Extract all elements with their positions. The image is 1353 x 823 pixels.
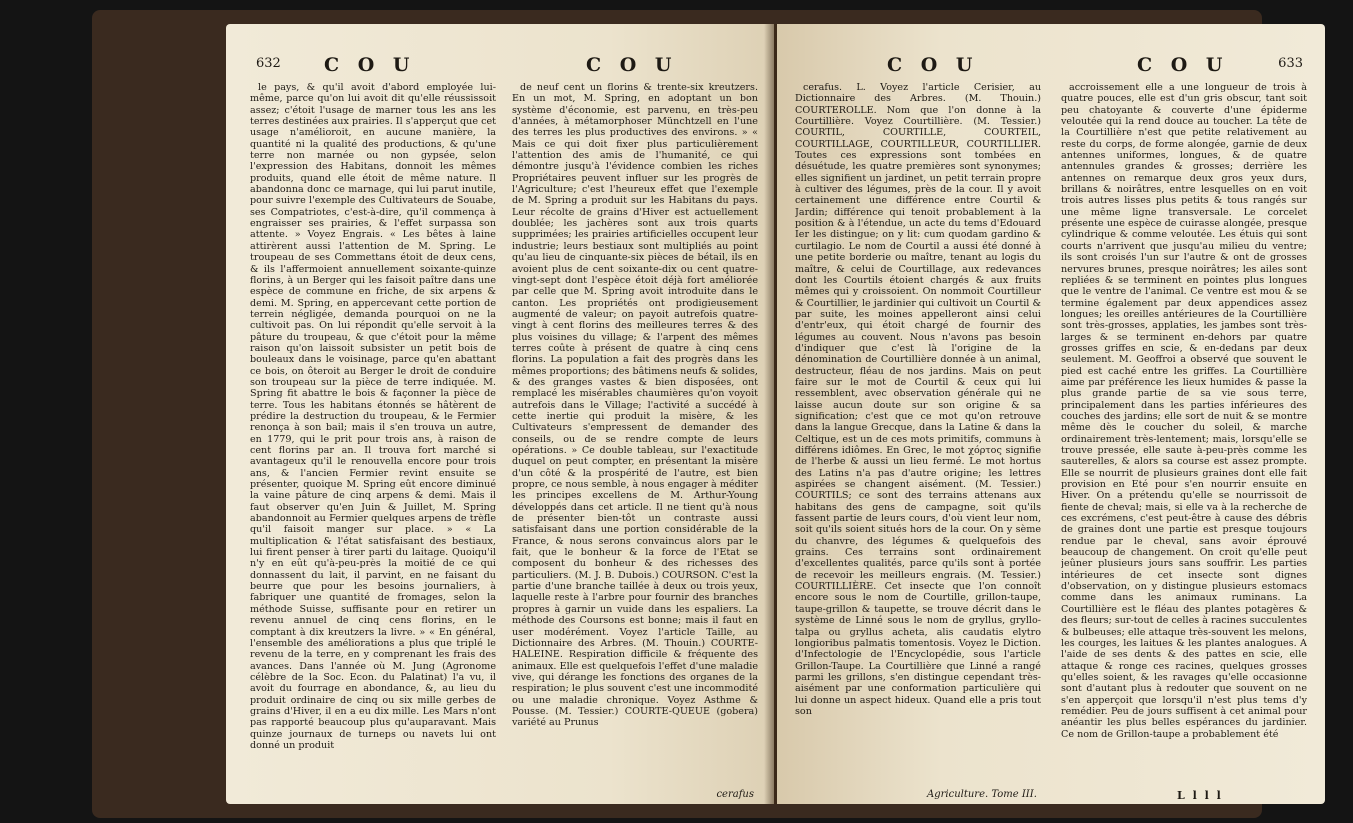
right-column-2: accroissement elle a une longueur de trois à quatre pouces, elle est d'un gris obscur, tant soit peu chatoyante & couverte d'une épiderme veloutée qui la rend douce au toucher. La tête de la Courtillière n'est que petite relativement au reste du corps, de forme alongée, garnie de deux antennes uniformes, longues, & de quatre antennules grandes & grosses; derrière les antennes on remarque deux gros yeux durs, brillans & noirâtres, entre lesquelles on en voit trois autres lisses plus petits & tous rangés sur une même ligne transversale. Le corcelet présente une espèce de cuirasse alongée, presque cylindrique & comme veloutée. Les étuis qui sont courts n'arrivent que jusqu'au milieu du ventre; ils sont croisés l'un sur l'autre & ont de grosses nervures brunes, presque noirâtres; les ailes sont repliées & se terminent en pointes plus longues que le ventre de l'animal. Ce ventre est mou & se termine également par deux appendices assez longues; les oreilles antérieures de la Courtillière sont très-grosses, applaties, les jambes sont très-larges & se terminent en-dehors par quatre grosses griffes en scie, & en-dedans par deux seulement. M. Geoffroi a observé que souvent le pied est caché entre les griffes. La Courtillière aime par préférence les lieux humides & passe la plus grande partie de sa vie sous terre, principalement dans les parties inférieures des couches des jardins; elle sort de nuit & se montre même dès le coucher du soleil, & marche ordinairement très-lentement; mais, lorsqu'elle se trouve pressée, elle saute à-peu-près comme les sauterelles, & alors sa course est assez prompte. Elle se nourrit de plusieurs graines dont elle fait provision en Eté pour s'en nourrir ensuite en Hiver. On a prétendu qu'elle se nourrissoit de fiente de cheval; mais, si elle va à la recherche de ces excrémens, c'est peut-être à cause des débris de graines dont une partie est presque toujours rendue par le cheval, sans avoir éprouvé beaucoup de changement. On croit qu'elle peut jeûner plusieurs jours sans souffrir. Les parties intérieures de cet insecte sont dignes d'observation, on y distingue plusieurs estomacs comme dans les animaux ruminans. La Courtillière est le fléau des plantes potagères & des fleurs; sur-tout de celles à racines succulentes & bulbeuses; elle attaque très-souvent les melons, les courges, les laitues & les plantes analogues. A l'aide de ses dents & des pattes en scie, elle attaque & ronge ces racines, quelques grosses qu'elles soient, & les ravages qu'elle occasionne sont d'autant plus à redouter que souvent on ne s'en apperçoit que lorsqu'il n'est plus tems d'y remédier. Peu de jours suffisent à cet animal pour anéantir les plus belles espérances du jardinier. Ce nom de Grillon-taupe a probablement été [1061, 82, 1307, 740]
right-page [777, 24, 1325, 804]
left-running-head [226, 54, 774, 78]
left-head-col1: C O U [324, 54, 416, 76]
left-page-number: 632 [256, 56, 281, 71]
right-signature: L l l l [1177, 789, 1223, 802]
right-column-1: cerafus. L. Voyez l'article Cerisier, au Dictionnaire des Arbres. (M. Thouin.) COURTEROLLE. Nom que l'on donne à la Courtillière. Voyez Courtillière. (M. Tessier.) COURTIL, COURTILLE, COURTEIL, COURTILLAGE, COURTILLEUR, COURTILLIER. Toutes ces expressions sont tombées en désuétude, les quatre premières sont synonymes; elles signifient un jardinet, un petit terrain propre à cultiver des légumes, près de la cour. Il y avoit certainement une différence entre Courtil & Jardin; différence qui tenoit probablement à la position & à l'étendue, un acte du tems d'Edouard Ier les distingue; on y lit: cum quodam gardino & curtilagio. Le nom de Courtil a aussi été donné à une petite borderie ou maître, tenant au logis du maître, & celui de Courtillage, aux redevances dont les Courtils étoient chargés & aux fruits mêmes qui y croissoient. On nommoit Courtilleur & Courtillier, le jardinier qui cultivoit un Courtil & par suite, les moines appelleront ainsi celui d'entr'eux, qui étoit chargé de fournir des légumes au couvent. Nous n'avons pas besoin d'indiquer que c'est là l'origine de la dénomination de Courtillière donnée à un animal, destructeur, fléau de nos jardins. Mais on peut faire sur le mot de Courtil & ceux qui lui ressemblent, avec observation générale qui ne laisse aucun doute sur son origine & sa signification; c'est que ce mot qu'on retrouve dans la langue Grecque, dans la Latine & dans la Celtique, est un de ces mots primitifs, communs à différens idiômes. En Grec, le mot χόρτος signifie de l'herbe & aussi un lieu fermé. Le mot hortus des Latins n'a pas d'autre origine; les lettres aspirées se changent aisément. (M. Tessier.) COURTILS; ce sont des terrains attenans aux habitans des gens de campagne, soit qu'ils fassent partie de leurs cours, d'où vient leur nom, soit qu'ils soient situés hors de la cour. On y sème du chanvre, des légumes & quelquefois des grains. Ces terrains sont ordinairement d'excellentes qualités, parce qu'ils sont à portée de recevoir les meilleurs engrais. (M. Tessier.) COURTILLIÈRE. Cet insecte que l'on connoît encore sous le nom de Courtille, grillon-taupe, taupe-grillon & taupette, se trouve décrit dans le système de Linné sous le nom de gryllus, gryllo-talpa ou gryllus acheta, alis caudatis elytro longioribus palmatis tomentosis. Voyez le Diction. d'Infectologie de l'Encyclopédie, sous l'article Grillon-Taupe. La Courtillière que Linné a rangé parmi les grillons, s'en distingue cependant très-aisément par une conformation particulière qui lui donne un aspect hideux. Quand elle a pris tout son [795, 82, 1041, 717]
left-page [226, 24, 774, 804]
book [92, 10, 1307, 818]
left-column-1: le pays, & qu'il avoit d'abord employée lui-même, parce qu'on lui avoit dit qu'elle réussissoit assez; c'étoit l'usage de marner tous les ans les terres destinées aux prairies. Il s'apperçut que cet usage n'amélioroit, en aucune manière, la quantité ni la qualité des productions, & qu'une terre non marnée ou non gypsée, selon l'expression des Habitans, donnoit les mêmes produits, quand elle étoit de même nature. Il abandonna donc ce marnage, qui lui parut inutile, pour suivre l'exemple des Cultivateurs de Souabe, ses Compatriotes, c'est-à-dire, qu'il commença à engraisser ses prairies, & l'effet surpassa son attente. » Voyez Engrais. « Les bêtes à laine attirèrent aussi l'attention de M. Spring. Le troupeau de ses Commettans étoit de deux cens, & ils l'affermoient annuellement soixante-quinze florins, à un Berger qui les faisoit paître dans une espèce de commune en friche, de six arpens & demi. M. Spring, en appercevant cette portion de terrein négligée, demanda pourquoi on ne la cultivoit pas. On lui répondit qu'elle servoit à la pâture du troupeau, & que c'étoit pour la même raison qu'on laissoit subsister un petit bois de bouleaux dans le voisinage, parce qu'en abattant ce bois, on ôteroit au Berger le droit de conduire son troupeau sur la pièce de terre indiquée. M. Spring fit abattre le bois & façonner la pièce de terre. Tous les habitans étonnés se hâtèrent de prédire la destruction du troupeau, & le Fermier renonça à son bail; mais il s'en trouva un autre, en 1779, qui le prit pour trois ans, à raison de cent florins par an. Il trouva fort marché si avantageux qu'il le renouvella encore pour trois ans, & l'ancien Fermier revint ensuite se présenter, quoique M. Spring eût encore diminué la vaine pâture de cinq arpens & demi. Mais il faut observer qu'en Juin & Juillet, M. Spring abandonnoit au Fermier quelques arpens de trèfle qu'il faisoit manger sur place. » « La multiplication & l'état satisfaisant des bestiaux, lui firent penser à tirer parti du laitage. Quoiqu'il n'y en eût qu'à-peu-près la moitié de ce qui donnassent du lait, il parvint, en ne faisant du beurre que pour les besoins journaliers, à fabriquer une quantité de fromages, selon la méthode Suisse, suffisante pour en retirer un revenu annuel de cinq cens florins, en le comptant à dix kreutzers la livre. » « En général, l'ensemble des améliorations a plus que triplé le revenu de la terre, en y comprenant les frais des avances. Dans l'année où M. Jung (Agronome célèbre de la Soc. Econ. du Palatinat) l'a vu, il avoit du fourrage en abondance, &, au lieu du produit ordinaire de cinq ou six mille gerbes de grains d'Hiver, il en a eu dix mille. Les Mars n'ont pas rapporté beaucoup plus qu'auparavant. Mais quinze journaux de turneps ou navets lui ont donné un produit [250, 82, 496, 751]
right-head-col2: C O U [1137, 54, 1229, 76]
left-catchword: cerafus [716, 789, 754, 800]
right-head-col1: C O U [887, 54, 979, 76]
right-footer: Agriculture. Tome III. [927, 789, 1037, 800]
right-running-head [777, 54, 1325, 78]
right-page-number: 633 [1278, 56, 1303, 71]
left-column-2: de neuf cent un florins & trente-six kreutzers. En un mot, M. Spring, en adoptant un bon système d'économie, est parvenu, en très-peu d'années, à métamorphoser Münchtzell en l'une des terres les plus productives des environs. » « Mais ce qui doit fixer plus particulièrement l'attention des amis de l'humanité, ce qui démontre jusqu'à l'évidence combien les riches Propriétaires peuvent influer sur les progrès de l'Agriculture; c'est l'heureux effet que l'exemple de M. Spring a produit sur les Habitans du pays. Leur récolte de grains d'Hiver est actuellement doublée; les jachères sont aux trois quarts supprimées; les prairies artificielles occupent leur industrie; leurs bestiaux sont multipliés au point qu'au lieu de cinquante-six pièces de bétail, ils en avoient plus de cent soixante-dix ou cent quatre-vingt-sept dont l'espèce étoit déjà fort améliorée par celle que M. Spring avoit introduite dans le canton. Les propriétés ont prodigieusement augmenté de valeur; on payoit autrefois quatre-vingt à cent florins des meilleures terres & des plus voisines du village; & l'arpent des mêmes terres coûte à présent de quatre à cinq cens florins. La population a fait des progrès dans les mêmes proportions; des bâtimens neufs & solides, & des granges vastes & bien disposées, ont remplacé les misérables chaumières qu'on voyoit autrefois dans le Village; l'activité a succédé à cette inertie qui produit la misère, & les Cultivateurs s'empressent de demander des conseils, ou de se rendre compte de leurs opérations. » Ce double tableau, sur l'exactitude duquel on peut compter, en présentant la misère d'un côté & la prospérité de l'autre, est bien propre, ce nous semble, à nous engager à méditer les principes excellens de M. Arthur-Young développés dans cet article. Il ne tient qu'à nous de présenter bien-tôt un contraste aussi satisfaisant dans une portion considérable de la France, & nous serons convaincus alors par le fait, que le bonheur & la force de l'Etat se composent du bonheur & des richesses des particuliers. (M. J. B. Dubois.) COURSON. C'est la partie d'une branche taillée à deux ou trois yeux, laquelle reste à l'arbre pour fournir des branches propres à garnir un vuide dans les espaliers. La méthode des Coursons est bonne; mais il faut en user modérément. Voyez l'article Taille, au Dictionnaire des Arbres. (M. Thouin.) COURTE-HALEINE. Respiration difficile & fréquente des animaux. Elle est quelquefois l'effet d'une maladie vive, qui dérange les fonctions des organes de la respiration; le plus souvent c'est une incommodité ou une maladie chronique. Voyez Asthme & Pousse. (M. Tessier.) COURTE-QUEUE (gobera) variété au Prunus [512, 82, 758, 729]
left-head-col2: C O U [586, 54, 678, 76]
